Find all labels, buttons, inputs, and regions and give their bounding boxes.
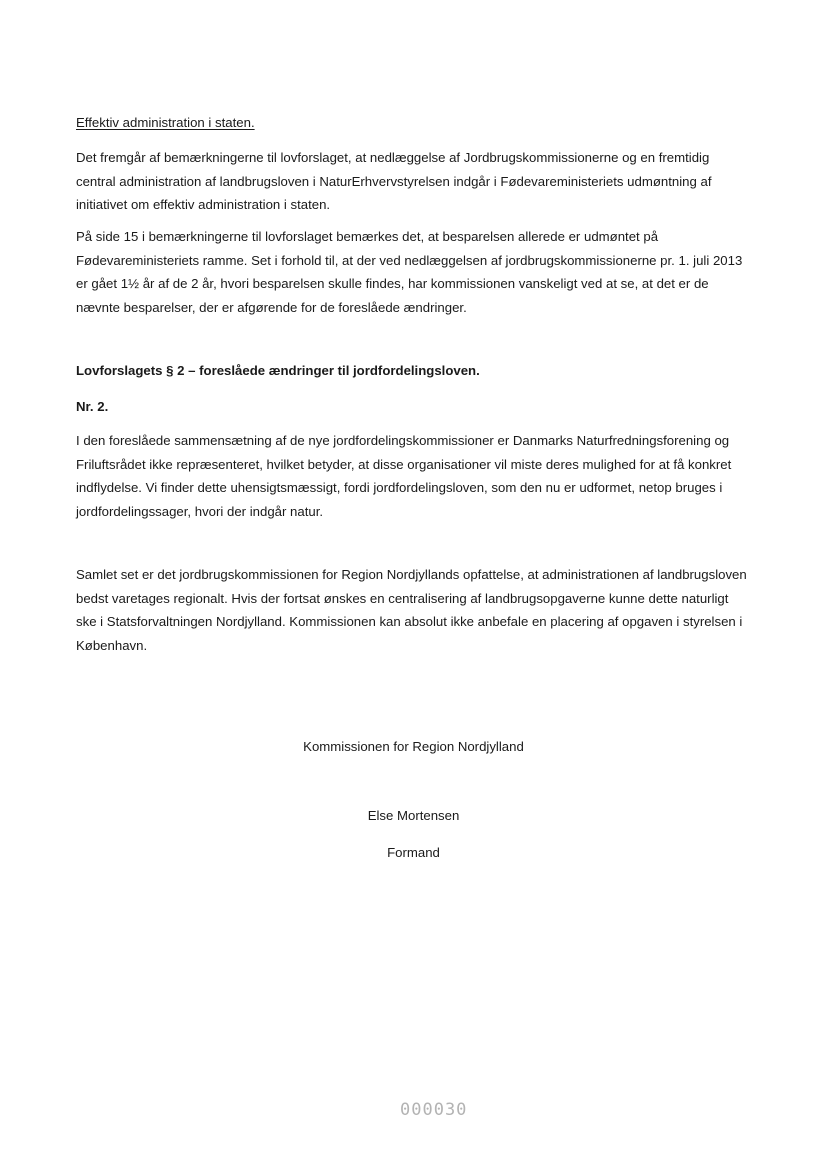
- section-nr-2: [76, 395, 748, 419]
- paragraph-conclusion: [76, 563, 748, 657]
- subsection-heading: Nr. 2.: [76, 399, 109, 414]
- signature-organization: Kommissionen for Region Nordjylland: [303, 739, 524, 754]
- paragraph-2: [76, 225, 748, 319]
- section-effektiv-administration: [76, 111, 748, 135]
- body-paragraph: På side 15 i bemærkningerne til lovforslaget bemærkes det, at besparelsen allerede er udmøntet på Fødevareministeriets ramme. Set i forhold til, at der ved nedlæggelsen af jordbrugskommissionerne pr. 1. juli 2013 er gået 1½ år af de 2 år, hvori besparelsen skulle findes, har kommissionen vanskeligt ved at se, at det er de nævnte besparelser, der er afgørende for de foreslåede ændringer.: [76, 229, 743, 315]
- body-paragraph: Samlet set er det jordbrugskommissionen for Region Nordjyllands opfattelse, at administrationen af landbrugsloven bedst varetages regionalt. Hvis der fortsat ønskes en centralisering af landbrugsopgaverne kunne dette naturligt ske i Statsforvaltningen Nordjylland. Kommissionen kan absolut ikke anbefale en placering af opgaven i styrelsen i København.: [76, 567, 747, 653]
- section-heading: Lovforslagets § 2 – foreslåede ændringer til jordfordelingsloven.: [76, 363, 480, 378]
- section-heading: Effektiv administration i staten.: [76, 115, 255, 130]
- paragraph-3: [76, 429, 748, 523]
- page-number-stamp: 000030: [400, 1100, 468, 1120]
- body-paragraph: I den foreslåede sammensætning af de nye jordfordelingskommissioner er Danmarks Naturfredningsforening og Friluftsrådet ikke repræsenteret, hvilket betyder, at disse organisationer vil miste deres mulighed for at få konkret indflydelse. Vi finder dette uhensigtsmæssigt, fordi jordfordelingsloven, som den nu er udformet, netop bruges i jordfordelingssager, hvori der indgår natur.: [76, 433, 732, 519]
- signature-name: Else Mortensen: [367, 808, 460, 823]
- section-lovforslag-heading: [76, 359, 748, 383]
- body-paragraph: Det fremgår af bemærkningerne til lovforslaget, at nedlæggelse af Jordbrugskommissionerne og en fremtidig central administration af landbrugsloven i NaturErhvervstyrelsen indgår i Fødevareministeriets udmøntning af initiativet om effektiv administration i staten.: [76, 150, 712, 213]
- signature-title: Formand: [387, 845, 440, 860]
- paragraph-1: [76, 146, 748, 217]
